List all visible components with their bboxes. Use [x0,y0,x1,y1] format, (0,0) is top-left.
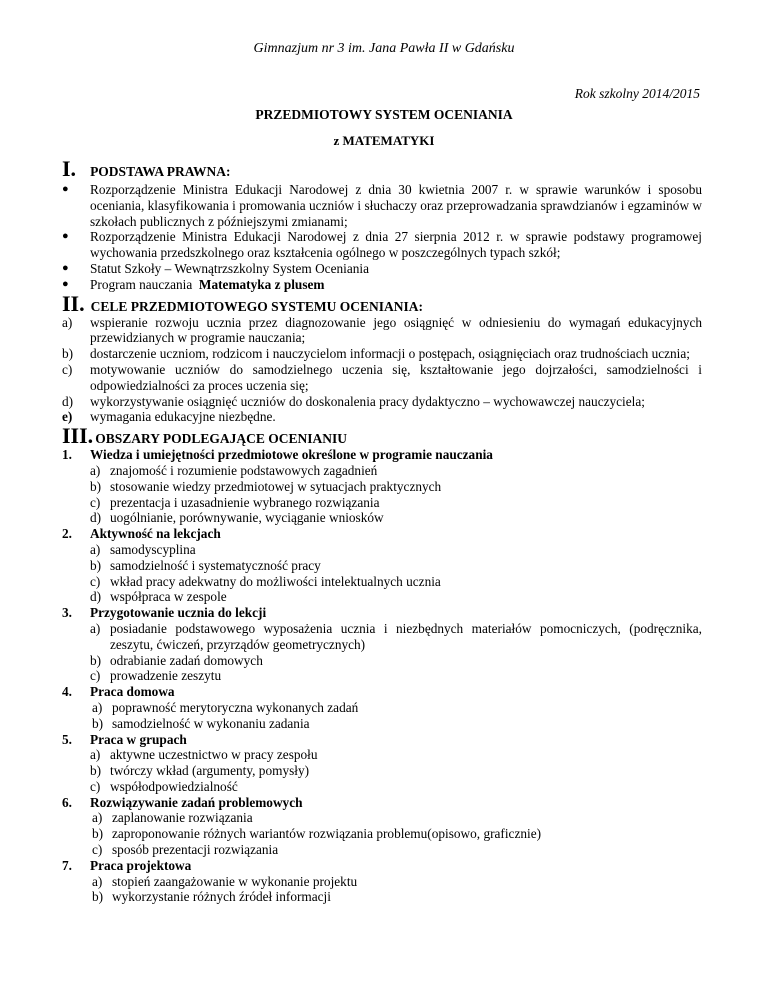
goals-list [62,315,702,426]
document-body [62,156,702,905]
list-item: a) posiadanie podstawowego wyposażenia ucznia i niezbędnych materiałów pomocniczych, (podręcznika, zeszytu, ćwiczeń, przyrządów geometrycznych) [90,620,702,652]
list-item: d) wykorzystywanie osiągnięć uczniów do doskonalenia pracy dydaktyczno – wychowawczej nauczyciela; [62,393,645,409]
area-criteria-list [90,463,702,526]
section-heading [62,290,702,316]
assessment-area [62,605,702,684]
section-title: OBSZARY PODLEGAJĄCE OCENIANIU [95,431,347,447]
area-title: Przygotowanie ucznia do lekcji [90,605,267,621]
section-numeral: II. [62,290,85,316]
area-number: 7. [62,857,72,873]
area-criteria-list [92,874,702,906]
area-title: Wiedza i umiejętności przedmiotowe określone w programie nauczania [90,447,493,463]
area-criteria-list [90,747,702,794]
list-item: c) sposób prezentacji rozwiązania [92,842,279,858]
area-criteria-list [92,810,702,857]
area-criteria-list [90,621,702,684]
document-title: PRZEDMIOTOWY SYSTEM OCENIANIA [255,107,513,122]
list-item: a) stopień zaangażowanie w wykonanie projektu [92,873,358,889]
area-number: 1. [62,447,72,463]
assessment-area [62,732,702,795]
list-item: a) samodyscyplina [90,541,196,557]
assessment-area [62,858,702,905]
section-numeral: I. [62,156,77,181]
list-item: d) współpraca w zespole [90,589,227,605]
area-title: Praca projektowa [90,857,192,873]
assessment-areas-list [62,447,702,905]
section-heading [62,158,702,180]
list-item: a) aktywne uczestnictwo w pracy zespołu [90,747,318,763]
list-item: ● Statut Szkoły – Wewnątrzszkolny System Oceniania [62,260,369,276]
list-item: ● Rozporządzenie Ministra Edukacji Narodowej z dnia 30 kwietnia 2007 r. w sprawie warunków i sposobu oceniania, klasyfikowania i promowania uczniów i słuchaczy oraz przeprowadzania sprawdzianów i egzaminów w szkołach publicznych z późniejszymi zmianami; [62,182,702,229]
legal-basis-list [62,182,702,293]
bullet-icon: ● [62,261,69,274]
area-title: Rozwiązywanie zadań problemowych [90,794,303,810]
list-item: b) odrabianie zadań domowych [90,652,263,668]
list-item: a) znajomość i rozumienie podstawowych zagadnień [90,462,378,478]
list-item: c) współodpowiedzialność [90,778,238,794]
list-item: a) wspieranie rozwoju ucznia przez diagnozowanie jego osiągnięć w odniesieniu do wymagań edukacyjnych przewidzianych w programie nauczania; [62,314,702,346]
list-item: b) wykorzystanie różnych źródeł informacji [92,889,331,905]
list-item: b) dostarczenie uczniom, rodzicom i nauczycielom informacji o postępach, osiągnięciach oraz trudnościach ucznia; [62,346,690,362]
assessment-area [62,447,702,526]
list-item: a) poprawność merytoryczna wykonanych zadań [92,699,359,715]
assessment-area [62,684,702,731]
list-item [62,277,702,293]
school-year: Rok szkolny 2014/2015 [574,86,700,101]
list-item: d) uogólnianie, porównywanie, wyciąganie wniosków [90,510,384,526]
program-name: Matematyka z plusem [198,276,325,292]
list-item: c) motywowanie uczniów do samodzielnego uczenia się, kształtowanie jego dojrzałości, samodzielności i odpowiedzialności za proces uczenia się; [62,361,702,393]
list-item: b) stosowanie wiedzy przedmiotowej w sytuacjach praktycznych [90,478,442,494]
list-item: b) samodzielność w wykonaniu zadania [92,715,310,731]
bullet-icon: ● [62,183,69,195]
area-criteria-list [92,700,702,732]
list-item: b) samodzielność i systematyczność pracy [90,557,321,573]
area-title: Praca domowa [90,684,175,700]
section-numeral: III. [62,423,94,449]
area-title: Praca w grupach [90,731,187,747]
section-title: PODSTAWA PRAWNA: [90,164,231,179]
document-subtitle: z MATEMATYKI [333,133,435,148]
list-item: ● Rozporządzenie Ministra Edukacji Narodowej z dnia 27 sierpnia 2012 r. w sprawie podstawy programowej wychowania przedszkolnego oraz kształcenia ogólnego w poszczególnych typach szkół; [62,229,702,261]
school-name: Gimnazjum nr 3 im. Jana Pawła II w Gdańsku [253,41,515,56]
section-heading [62,425,702,447]
section-title: CELE PRZEDMIOTOWEGO SYSTEMU OCENIANIA: [90,298,424,314]
assessment-area [62,526,702,605]
area-number: 6. [62,794,72,810]
bullet-icon: ● [62,277,69,290]
list-item: b) zaproponowanie różnych wariantów rozwiązania problemu(opisowo, graficznie) [92,826,542,842]
area-criteria-list [90,542,702,605]
list-item: c) wkład pracy adekwatny do możliwości intelektualnych ucznia [90,573,441,589]
program-label: Program nauczania [90,276,193,292]
list-item: c) prowadzenie zeszytu [90,668,222,684]
area-number: 4. [62,684,72,700]
area-title: Aktywność na lekcjach [90,526,221,542]
list-item: b) twórczy wkład (argumenty, pomysły) [90,763,310,779]
list-item: e) wymagania edukacyjne niezbędne. [62,409,276,425]
area-number: 2. [62,526,72,542]
assessment-area [62,795,702,858]
list-item: c) prezentacja i uzasadnienie wybranego rozwiązania [90,494,380,510]
list-item: a) zaplanowanie rozwiązania [92,810,253,826]
bullet-icon: ● [62,230,69,243]
area-number: 3. [62,605,72,621]
area-number: 5. [62,731,72,747]
